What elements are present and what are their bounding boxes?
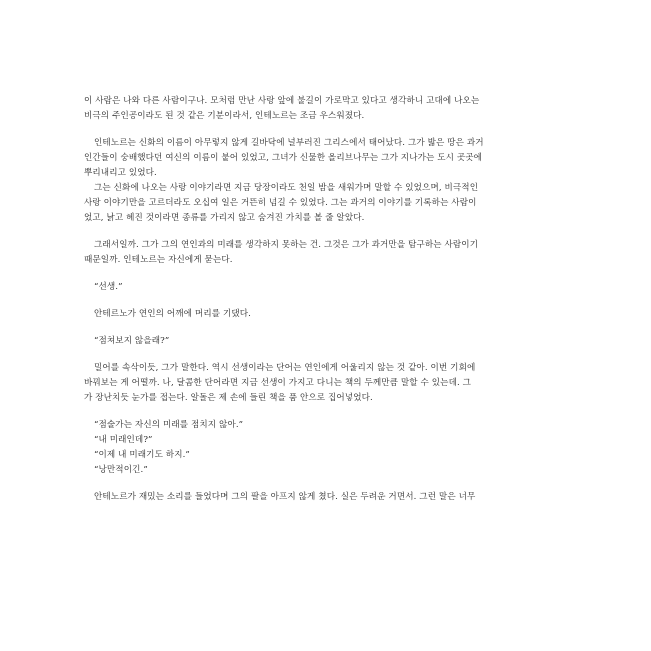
text-line: 비극의 주인공이라도 된 것 같은 기분이라서, 인테노르는 조금 우스워졌다. — [84, 111, 365, 121]
paragraph-gap — [84, 268, 591, 280]
text-line: 이 사람은 나와 다른 사람이구나. 모처럼 만난 사랑 앞에 불길이 가로막고 있다고 생각하니 고대에 나오는 — [84, 96, 480, 106]
paragraph-gap — [84, 322, 591, 334]
text-line: “낭만적이긴.” — [94, 465, 148, 475]
paragraph-gap — [84, 295, 591, 307]
paragraph-gap — [84, 226, 591, 238]
text-line: 그래서일까. 그가 그의 연인과의 미래를 생각하지 못하는 건. 그것은 그가 과거만을 탐구하는 사람이기 — [94, 240, 479, 250]
text-line: “이제 내 미래기도 하지.” — [94, 450, 190, 460]
text-line: 인간들이 숭배했다던 여신의 이름이 붙어 있었고, 그녀가 신물한 올리브나무는 그가 지나가는 도시 곳곳에 — [84, 153, 483, 163]
text-line: 바꿔보는 게 어떨까. 나, 달콤한 단어라면 지금 선생이 가지고 다니는 책의 두께만큼 말할 수 있는데. 그 — [84, 378, 472, 388]
text-line: 그는 신화에 나오는 사랑 이야기라면 지금 당장이라도 천일 밤을 새워가며 말할 수 있었으며, 비극적인 — [94, 183, 479, 193]
text-line: 가 장난치듯 눈가를 접는다. 알돌은 제 손에 들린 책을 품 안으로 집어넣었다. — [84, 393, 373, 403]
paragraph-gap — [84, 124, 591, 136]
text-line: 때문일까. 인테노르는 자신에게 묻는다. — [84, 255, 233, 265]
paragraph-gap — [84, 478, 591, 490]
paragraph-gap — [84, 406, 591, 418]
text-line: 밀어를 속삭이듯, 그가 말한다. 역시 선생이라는 단어는 연인에게 어울리지 않는 것 같아. 이번 기회에 — [94, 363, 476, 373]
paragraph-gap — [84, 349, 591, 361]
text-line: “점술가는 자신의 미래를 점치지 않아.” — [94, 420, 244, 430]
text-line: 안테르노가 연인의 어깨에 머리를 기댔다. — [94, 309, 251, 319]
text-line: “선생.” — [94, 282, 123, 292]
text-line: “점쳐보지 않을래?” — [94, 336, 170, 346]
text-line: 안테노르가 재밌는 소리를 들었다며 그의 팔을 아프지 않게 쳤다. 실은 두려운 거면서. 그런 말은 너무 — [94, 492, 476, 502]
text-line: “내 미래인데?” — [94, 435, 153, 445]
document-body — [84, 94, 591, 505]
text-line: 었고, 낡고 헤진 것이라면 종류를 가리지 않고 숨겨진 가치를 볼 줄 알았다. — [84, 213, 365, 223]
text-line: 인테노르는 신화의 이름이 아무렇지 않게 길바닥에 널부러진 그리스에서 태어났다. 그가 밟은 땅은 과거 — [94, 138, 484, 148]
text-line: 뿌리내리고 있었다. — [84, 168, 157, 178]
text-line: 사랑 이야기만을 고르더라도 오십여 일은 거뜬히 넘길 수 있었다. 그는 과거의 이야기를 기록하는 사람이 — [84, 198, 477, 208]
